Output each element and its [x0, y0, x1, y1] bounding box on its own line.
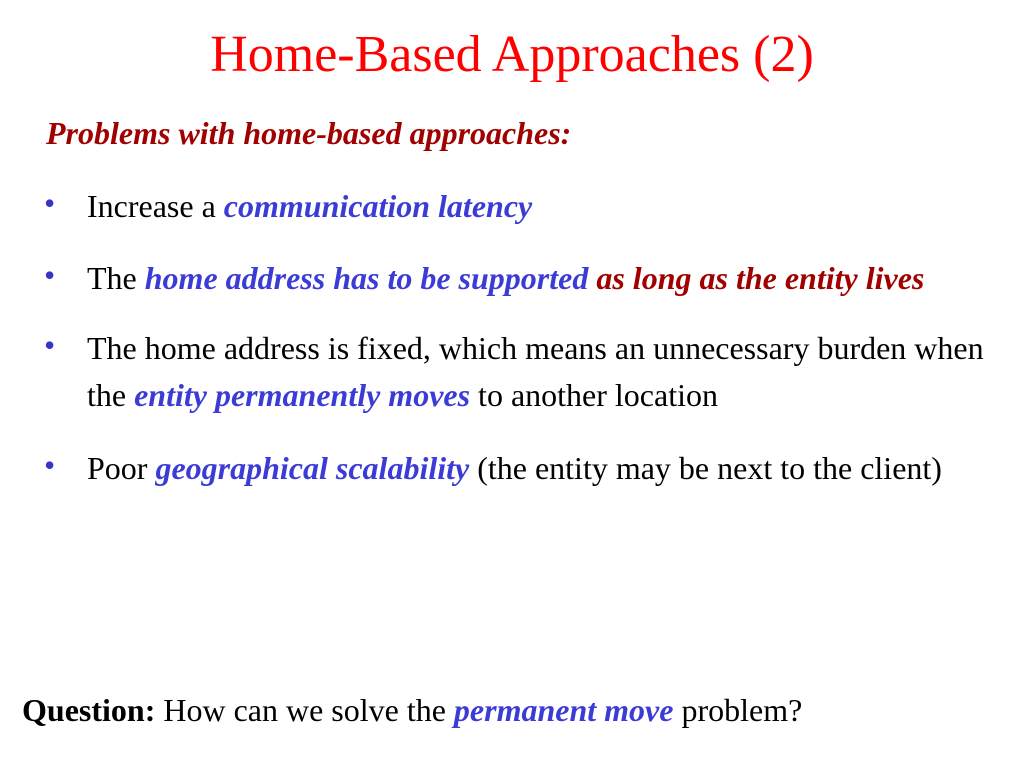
emphasis-text: home address has to be supported	[144, 260, 589, 296]
bullet-text: Increase a	[87, 188, 224, 224]
bullet-dot-icon: •	[44, 327, 56, 363]
emphasis-text: permanent move	[453, 692, 674, 728]
bullet-dot-icon: •	[44, 257, 56, 293]
question-line	[22, 688, 802, 732]
bullet-text: (the entity may be next to the client)	[469, 450, 942, 486]
bullet-text: to another location	[470, 377, 718, 413]
emphasis-text: geographical scalability	[155, 450, 470, 486]
bullet-list	[44, 183, 994, 515]
bullet-dot-icon: •	[44, 185, 56, 221]
bullet-item-latency	[44, 183, 994, 230]
bullet-text: The	[87, 260, 145, 296]
bullet-item-home-address	[44, 255, 994, 302]
slide-subtitle: Problems with home-based approaches:	[46, 115, 572, 151]
emphasis-text: communication latency	[223, 188, 533, 224]
question-text: problem?	[673, 692, 803, 728]
bullet-item-scalability	[44, 445, 994, 492]
bullet-text: Poor	[87, 450, 156, 486]
question-text: How can we solve the	[155, 692, 454, 728]
slide-title: Home-Based Approaches (2)	[210, 26, 814, 83]
bullet-dot-icon: •	[44, 447, 56, 483]
emphasis-text-red: as long as the entity lives	[596, 260, 925, 296]
bullet-item-fixed-address	[44, 325, 994, 419]
bullet-text: The home address is fixed, which means an unnecessary burden when the	[87, 330, 984, 413]
emphasis-text: entity permanently moves	[134, 377, 471, 413]
question-label: Question:	[22, 692, 156, 728]
